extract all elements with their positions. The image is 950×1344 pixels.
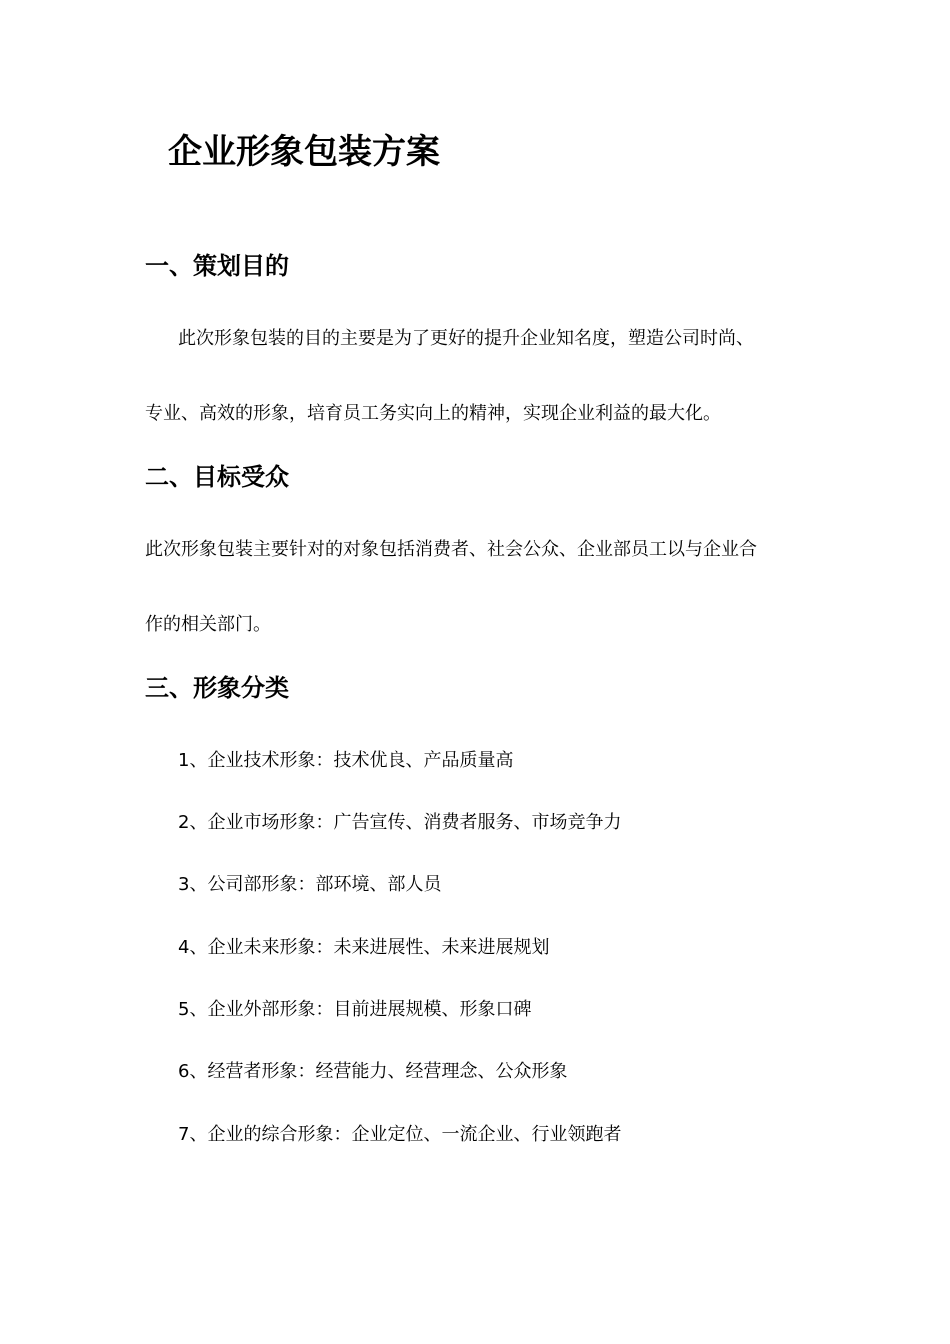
list-item: 2、企业市场形象：广告宣传、消费者服务、市场竞争力 bbox=[178, 812, 622, 833]
section-heading-audience: 二、目标受众 bbox=[145, 463, 289, 491]
list-item: 3、公司部形象：部环境、部人员 bbox=[178, 874, 442, 895]
list-item: 7、企业的综合形象：企业定位、一流企业、行业领跑者 bbox=[178, 1124, 622, 1145]
list-item: 5、企业外部形象：目前进展规模、形象口碑 bbox=[178, 999, 532, 1020]
section-heading-purpose: 一、策划目的 bbox=[145, 252, 289, 280]
paragraph-line: 此次形象包装主要针对的对象包括消费者、社会公众、企业部员工以与企业合 bbox=[145, 539, 757, 560]
list-item: 1、企业技术形象：技术优良、产品质量高 bbox=[178, 750, 514, 771]
section-heading-categories: 三、形象分类 bbox=[145, 674, 289, 702]
paragraph-line: 专业、高效的形象，培育员工务实向上的精神，实现企业利益的最大化。 bbox=[145, 403, 721, 424]
paragraph-line: 作的相关部门。 bbox=[145, 614, 271, 635]
paragraph-line: 此次形象包装的目的主要是为了更好的提升企业知名度，塑造公司时尚、 bbox=[178, 328, 754, 349]
page-title: 企业形象包装方案 bbox=[168, 132, 440, 172]
list-item: 6、经营者形象：经营能力、经营理念、公众形象 bbox=[178, 1061, 568, 1082]
list-item: 4、企业未来形象：未来进展性、未来进展规划 bbox=[178, 937, 550, 958]
